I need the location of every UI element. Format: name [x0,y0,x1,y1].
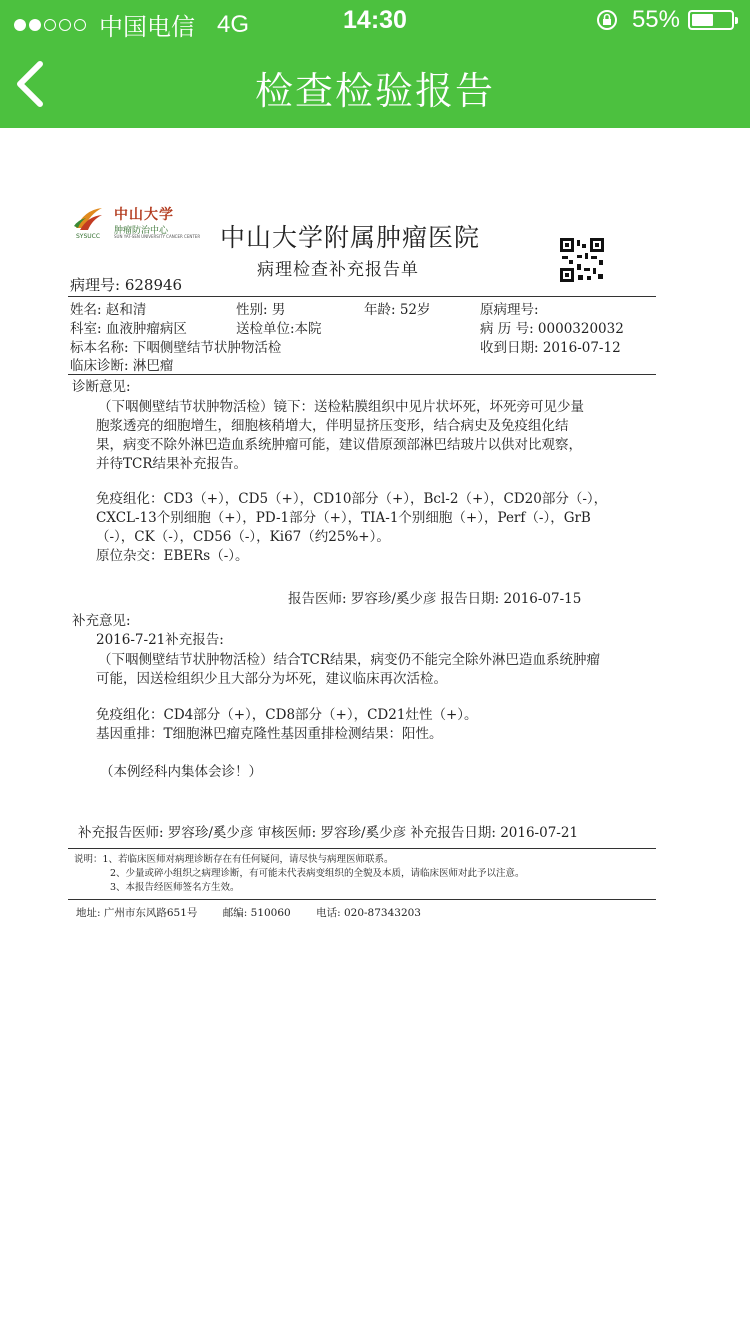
report-header [62,200,662,295]
hospital-address: 地址: 广州市东风路651号 [76,907,198,919]
qr-code-icon[interactable] [560,238,604,282]
patient-gender: 性别: 男 [236,302,286,318]
supplement-heading: 补充意见: [72,613,131,629]
submitting-unit: 送检单位:本院 [236,321,322,337]
diagnosis-line: 果，病变不除外淋巴造血系统肿瘤可能，建议借原颈部淋巴结玻片以供对比观察， [96,437,582,453]
hospital-logo [70,202,201,250]
report-document [62,200,662,919]
consultation-note: （本例经科内集体会诊！） [100,764,262,780]
rotation-lock-icon [596,9,618,31]
patient-age: 年龄: 52岁 [364,302,431,318]
medical-record-number: 病 历 号: 0000320032 [480,321,624,337]
diagnosis-heading: 诊断意见: [72,379,131,395]
logo-mark-icon [74,206,104,232]
patient-name: 姓名: 赵和清 [70,302,147,318]
page-title: 检查检验报告 [254,69,495,113]
immunohistochemistry-line: （-），CK（-），CD56（-），Ki67（约25%+）。 [96,529,390,545]
diagnosis-line: 并待TCR结果补充报告。 [96,456,247,472]
original-pathology-number: 原病理号: [480,302,539,318]
supplement-ihc-line: 免疫组化：CD4部分（+），CD8部分（+），CD21灶性（+）。 [96,707,478,723]
divider [68,899,656,900]
carrier-name: 中国电信 [99,14,195,41]
divider [68,848,656,849]
divider [68,374,656,375]
status-right [596,6,734,34]
supplement-date: 2016-7-21补充报告: [96,632,224,648]
diagnosis-line: 胞浆透亮的细胞增生，细胞核稍增大，伴明显挤压变形，结合病史及免疫组化结 [96,418,569,434]
gene-rearrangement: 基因重排：T细胞淋巴瘤克隆性基因重排检测结果：阳性。 [96,726,443,742]
postcode: 邮编: 510060 [222,907,291,919]
form-title: 病理检查补充报告单 [257,260,419,280]
supplement-line: 可能，因送检组织少且大部分为坏死，建议临床再次活检。 [96,671,447,687]
report-signature: 报告医师: 罗容珍/奚少彦 报告日期: 2016-07-15 [288,591,582,607]
note-line: 3、本报告经医师签名方生效。 [110,882,240,893]
battery-icon [688,10,734,30]
immunohistochemistry-line: 免疫组化：CD3（+），CD5（+），CD10部分（+），Bcl-2（+），CD20部分（-）， [96,491,608,507]
diagnosis-line: （下咽侧壁结节状肿物活检）镜下：送检粘膜组织中见片状坏死，坏死旁可见少量 [98,399,584,415]
pathology-number: 病理号: 628946 [70,276,183,294]
status-bar [0,0,750,40]
supplement-signature: 补充报告医师: 罗容珍/奚少彦 审核医师: 罗容珍/奚少彦 补充报告日期: 2016-07-21 [78,825,579,841]
battery-percent: 55% [631,6,680,33]
navigation-bar [0,40,750,128]
received-date: 收到日期: 2016-07-12 [480,340,621,356]
clinical-diagnosis: 临床诊断: 淋巴瘤 [70,358,174,374]
divider [68,296,656,297]
note-line: 2、少量或碎小组织之病理诊断，有可能未代表病变组织的全貌及本质，请临床医师对此予以注意。 [110,868,525,879]
hospital-name: 中山大学附属肿瘤医院 [220,223,481,252]
logo-center: 肿瘤防治中心 [114,226,169,236]
note-line: 说明：1、若临床医师对病理诊断存在有任何疑问，请尽快与病理医师联系。 [74,854,394,865]
top-bar [0,0,750,128]
address-row [76,905,443,920]
network-type: 4G [217,10,250,38]
supplement-line: （下咽侧壁结节状肿物活检）结合TCR结果，病变仍不能完全除外淋巴造血系统肿瘤 [98,652,600,668]
immunohistochemistry-line: CXCL-13个别细胞（+），PD-1部分（+），TIA-1个别细胞（+），Perf（-），GrB [96,510,591,526]
in-situ-hybridization: 原位杂交：EBERs（-）。 [96,548,249,564]
logo-abbr: SYSUCC [76,233,101,240]
phone-number: 电话: 020-87343203 [316,907,421,919]
logo-english: SUN YAT-SEN UNIVERSITY CANCER CENTER [114,234,201,239]
logo-university: 中山大学 [114,207,174,223]
department: 科室: 血液肿瘤病区 [70,321,187,337]
status-time: 14:30 [343,6,407,34]
specimen-name: 标本名称: 下咽侧壁结节状肿物活检 [70,340,282,356]
battery-fill [692,14,713,26]
